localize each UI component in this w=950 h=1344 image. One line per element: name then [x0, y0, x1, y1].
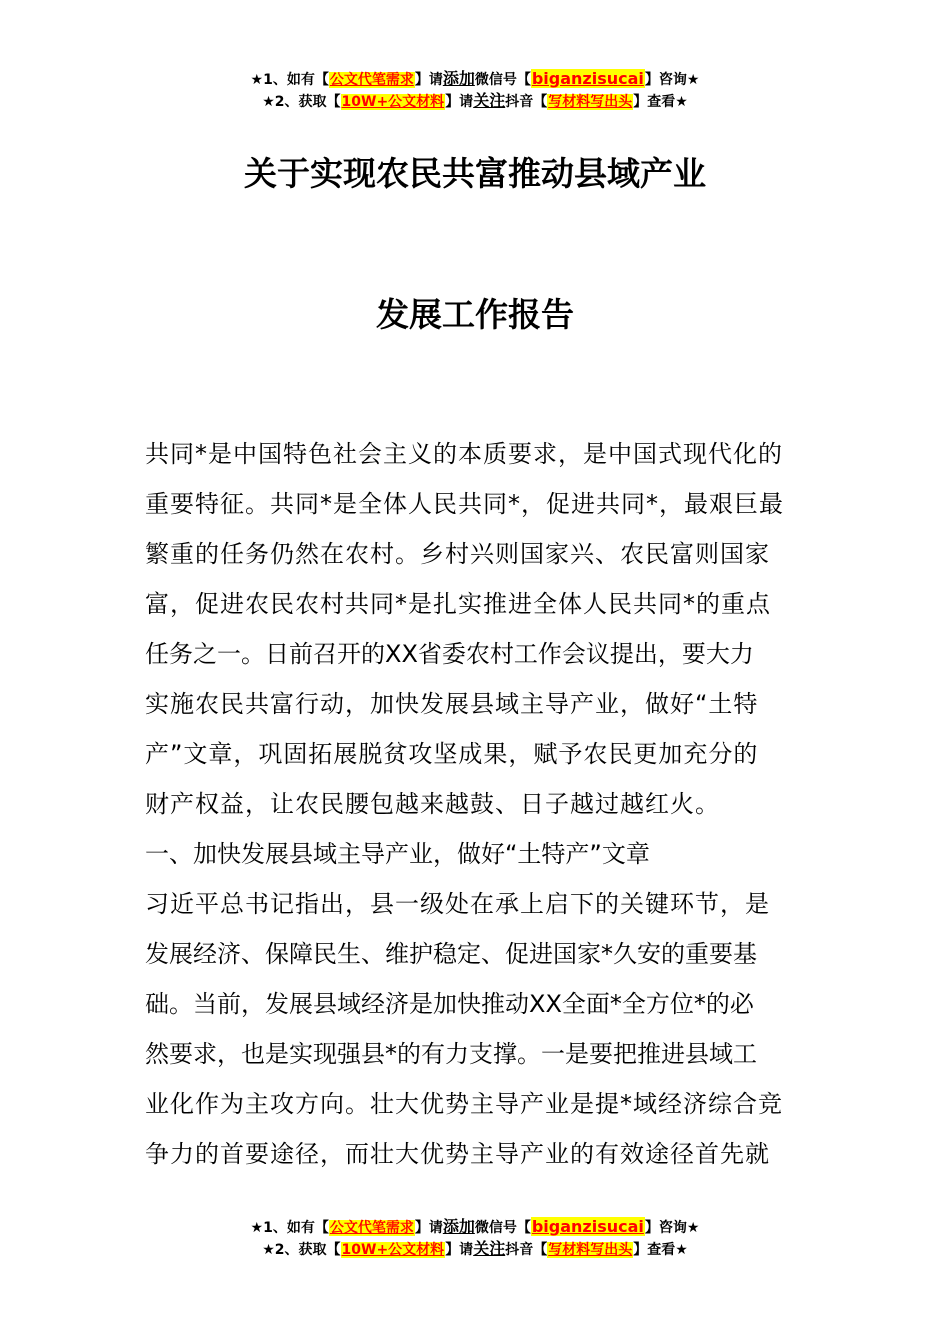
promo-text: 】请 [445, 94, 474, 110]
promo-highlight-materials: 10W+公文材料 [341, 94, 445, 110]
document-title-line-1: 关于实现农民共富推动县域产业 [244, 154, 706, 193]
promo-highlight-douyin: 写材料写出头 [548, 1242, 633, 1258]
body-line: 业化作为主攻方向。壮大优势主导产业是提*域经济综合竞 [145, 1090, 783, 1118]
body-line: 产”文章，巩固拓展脱贫攻坚成果，赋予农民更加充分的 [145, 740, 759, 768]
promo-text: 微信号【 [474, 1220, 531, 1236]
body-line: 习近平总书记指出，县一级处在承上启下的关键环节，是 [145, 890, 770, 918]
body-line: 然要求，也是实现强县*的有力支撑。一是要把推进县域工 [145, 1040, 757, 1068]
body-line: 发展经济、保障民生、维护稳定、促进国家*久安的重要基 [145, 940, 757, 968]
promo-underline-add: 添加 [442, 1217, 475, 1236]
body-line: 础。当前，发展县域经济是加快推动XX全面*全方位*的必 [145, 990, 754, 1018]
footer-promo-banner [0, 1216, 950, 1260]
promo-line-2 [0, 90, 950, 112]
body-line: 重要特征。共同*是全体人民共同*，促进共同*，最艰巨最 [145, 490, 784, 518]
promo-highlight-service: 公文代笔需求 [329, 72, 414, 88]
promo-text: 】咨询★ [644, 1220, 700, 1236]
section-heading: 一、加快发展县域主导产业，做好“土特产”文章 [145, 840, 650, 868]
promo-text: ★2、获取【 [262, 1242, 341, 1258]
promo-line-2 [0, 1238, 950, 1260]
body-line: 任务之一。日前召开的XX省委农村工作会议提出，要大力 [145, 640, 754, 668]
promo-underline-add: 添加 [442, 69, 475, 88]
promo-text: 】查看★ [633, 94, 688, 110]
document-title-line-2: 发展工作报告 [376, 295, 574, 334]
promo-underline-follow: 关注 [473, 91, 506, 110]
promo-text: ★1、如有【 [250, 72, 329, 88]
promo-text: 抖音【 [505, 1242, 548, 1258]
body-line: 共同*是中国特色社会主义的本质要求，是中国式现代化的 [145, 440, 783, 468]
promo-highlight-wechat-id: biganzisucai [531, 1217, 644, 1236]
promo-text: ★2、获取【 [262, 94, 341, 110]
body-line: 繁重的任务仍然在农村。乡村兴则国家兴、农民富则国家 [145, 540, 770, 568]
body-line: 财产权益，让农民腰包越来越鼓、日子越过越红火。 [145, 790, 720, 818]
promo-line-1 [0, 1216, 950, 1238]
promo-highlight-wechat-id: biganzisucai [531, 69, 644, 88]
body-line: 争力的首要途径，而壮大优势主导产业的有效途径首先就 [145, 1140, 770, 1168]
body-line: 富，促进农民农村共同*是扎实推进全体人民共同*的重点 [145, 590, 771, 618]
promo-underline-follow: 关注 [473, 1239, 506, 1258]
promo-text: 】请 [414, 1220, 443, 1236]
promo-text: ★1、如有【 [250, 1220, 329, 1236]
promo-line-1 [0, 68, 950, 90]
promo-text: 】查看★ [633, 1242, 688, 1258]
promo-text: 】咨询★ [644, 72, 700, 88]
promo-text: 抖音【 [505, 94, 548, 110]
promo-text: 】请 [445, 1242, 474, 1258]
promo-highlight-service: 公文代笔需求 [329, 1220, 414, 1236]
header-promo-banner [0, 68, 950, 112]
promo-highlight-douyin: 写材料写出头 [548, 94, 633, 110]
promo-text: 微信号【 [474, 72, 531, 88]
body-line: 实施农民共富行动，加快发展县域主导产业，做好“土特 [145, 690, 759, 718]
promo-highlight-materials: 10W+公文材料 [341, 1242, 445, 1258]
document-body [145, 429, 807, 1179]
promo-text: 】请 [414, 72, 443, 88]
